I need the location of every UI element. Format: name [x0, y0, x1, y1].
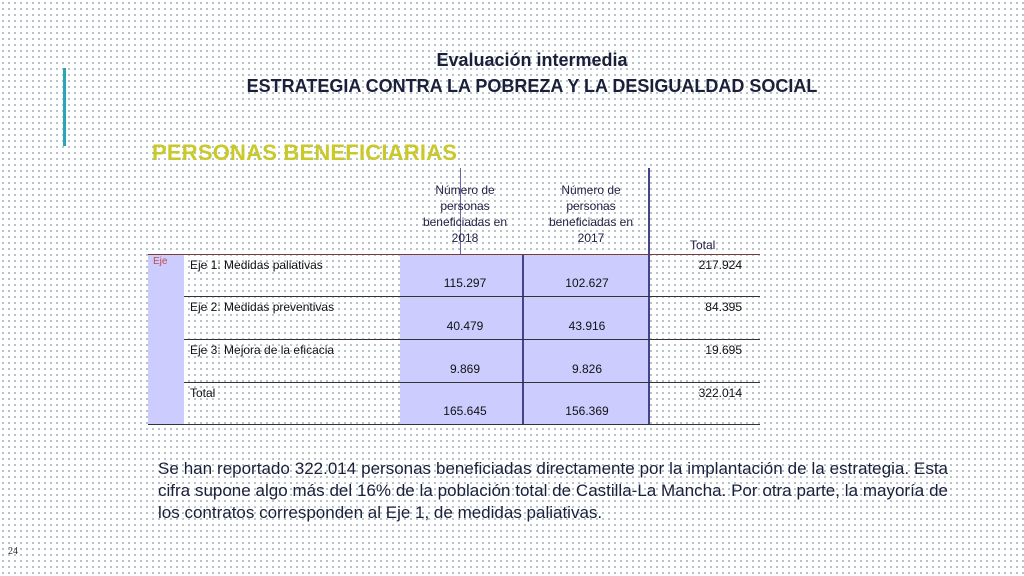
row-label-total: Total	[190, 386, 216, 400]
row-value-2017: 43.916	[568, 319, 606, 333]
header-title: ESTRATEGIA CONTRA LA POBREZA Y LA DESIGUALDAD SOCIAL	[246, 76, 818, 96]
row-divider	[184, 339, 760, 340]
row-value-total: 217.924	[698, 258, 742, 272]
eje-column	[148, 254, 184, 424]
row-value-2018: 165.645	[443, 404, 487, 418]
eje-label: Eje	[153, 256, 168, 267]
row-label-eje3: Eje 3: Mejora de la eficacia	[190, 343, 335, 357]
row-value-2017: 102.627	[565, 276, 609, 290]
beneficiaries-table	[148, 168, 760, 426]
header-col-2018: Número de personas beneficiadas en 2018	[422, 183, 508, 245]
header-col-total: Total	[690, 238, 716, 252]
row-value-2017: 9.826	[571, 362, 603, 376]
row-divider	[184, 296, 760, 297]
page-number: 24	[8, 546, 18, 557]
header-col-2017: Número de personas beneficiadas en 2017	[548, 183, 634, 245]
section-title: PERSONAS BENEFICIARIAS	[152, 140, 458, 165]
row-value-2018: 40.479	[446, 319, 484, 333]
row-divider	[148, 254, 760, 255]
row-label-eje2: Eje 2: Medidas preventivas	[190, 300, 335, 314]
row-value-total: 19.695	[705, 343, 742, 357]
row-value-2018: 115.297	[443, 276, 487, 290]
row-value-2017: 156.369	[565, 404, 609, 418]
row-value-2018: 9.869	[449, 362, 481, 376]
row-divider	[184, 382, 760, 383]
header-subtitle: Evaluación intermedia	[436, 50, 628, 70]
row-value-total: 322.014	[698, 386, 742, 400]
row-divider	[148, 424, 760, 425]
row-label-eje1: Eje 1: Medidas paliativas	[190, 258, 323, 272]
summary-paragraph: Se han reportado 322.014 personas beneficiadas directamente por la implantación de la estrategia. Esta cifra supone algo más del 16% de la población total de Castilla-La Mancha. Por otra parte, la mayoría de los contratos corresponden al Eje 1, de medidas paliativas.	[158, 459, 948, 522]
row-value-total: 84.395	[705, 300, 742, 314]
